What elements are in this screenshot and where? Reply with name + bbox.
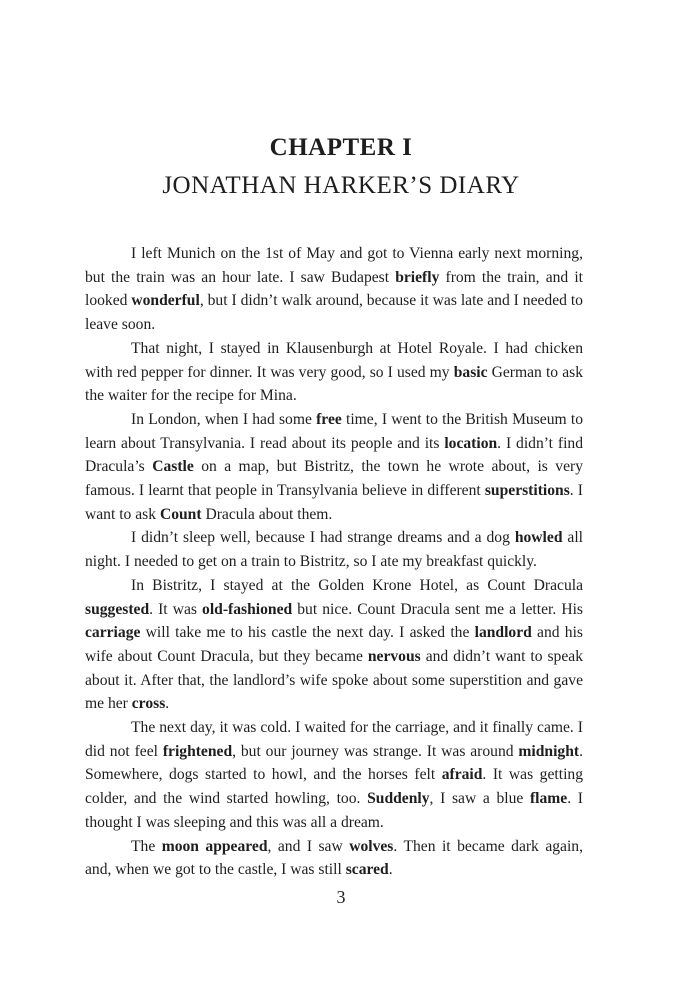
paragraph	[85, 526, 583, 573]
text-run: . It was	[149, 600, 203, 618]
text-run: .	[388, 861, 393, 879]
text-run: . It was getting colder, and the wind started howling, too.	[85, 766, 583, 808]
text-run: . I want to ask	[85, 482, 583, 523]
text-run: , but I didn’t walk around, because it was late and I needed to leave soon.	[85, 292, 583, 334]
paragraph	[85, 574, 583, 716]
text-run: German to ask the waiter for the recipe for Mina.	[85, 363, 583, 405]
text-run: In Bistritz, I stayed at the Golden Krone Hotel, as Count Dracula	[131, 576, 583, 594]
vocabulary-word: Suddenly	[367, 790, 430, 808]
text-run: I didn’t sleep well, because I had strange dreams and a dog	[131, 529, 515, 547]
chapter-title: JONATHAN HARKER’S DIARY	[162, 172, 520, 199]
vocabulary-word: suggested	[85, 600, 150, 618]
text-run: , I saw a blue	[429, 790, 530, 808]
paragraph	[85, 835, 583, 882]
vocabulary-word: free	[316, 410, 342, 428]
text-run: The next day, it was cold. I waited for the carriage, and it finally came. I did not feel	[85, 719, 583, 760]
vocabulary-word: carriage	[85, 624, 141, 642]
text-run: The	[131, 837, 162, 855]
vocabulary-word: cross	[131, 695, 166, 713]
text-run: but nice. Count Dracula sent me a letter. His	[292, 600, 583, 618]
text-run: . Somewhere, dogs started to howl, and the horses felt	[85, 742, 583, 784]
text-run: on a map, but Bistritz, the town he wrote about, is very famous. I learnt that people in Transylvania believe in different	[85, 458, 583, 500]
vocabulary-word: location	[444, 434, 498, 452]
vocabulary-word: old-fashioned	[202, 600, 293, 618]
vocabulary-word: flame	[529, 790, 568, 808]
text-run: Dracula about them.	[201, 505, 333, 523]
paragraph	[85, 716, 583, 835]
vocabulary-word: moon appeared	[161, 837, 268, 855]
paragraph	[85, 337, 583, 408]
vocabulary-word: scared	[345, 861, 389, 879]
vocabulary-word: Castle	[152, 458, 194, 476]
text-run: all night. I needed to get on a train to Bistritz, so I ate my breakfast quickly.	[85, 529, 583, 571]
vocabulary-word: wolves	[349, 837, 394, 855]
page-number: 3	[336, 887, 346, 907]
vocabulary-word: briefly	[395, 268, 440, 286]
text-run: and his wife about Count Dracula, but they became	[85, 624, 583, 665]
vocabulary-word: Count	[159, 505, 202, 523]
vocabulary-word: frightened	[162, 742, 233, 760]
paragraph	[85, 408, 583, 527]
text-run: from the train, and it looked	[85, 268, 583, 310]
text-run: . Then it became dark again, and, when we got to the castle, I was still	[85, 837, 583, 879]
vocabulary-word: basic	[453, 363, 488, 381]
text-run: I left Munich on the 1st of May and got to Vienna early next morning, but the train was an hour late. I saw Budapest	[85, 245, 583, 286]
vocabulary-word: midnight	[518, 742, 580, 760]
chapter-body	[85, 242, 583, 882]
text-run: will take me to his castle the next day. I asked the	[140, 624, 475, 642]
text-run: .	[165, 695, 170, 713]
text-run: In London, when I had some	[131, 410, 317, 428]
text-run: , and I saw	[267, 837, 350, 855]
text-run: That night, I stayed in Klausenburgh at Hotel Royale. I had chicken with red pepper for dinner. It was very good, so I used my	[85, 339, 583, 381]
vocabulary-word: landlord	[474, 624, 532, 642]
text-run: time, I went to the British Museum to learn about Transylvania. I read about its people and its	[85, 410, 583, 452]
text-run: and didn’t want to speak about it. After that, the landlord’s wife spoke about some superstition and gave me her	[85, 647, 583, 713]
chapter-number: CHAPTER I	[269, 134, 413, 161]
paragraph	[85, 242, 583, 337]
vocabulary-word: wonderful	[131, 292, 200, 310]
vocabulary-word: superstitions	[484, 482, 570, 500]
text-run: . I didn’t find Dracula’s	[85, 434, 583, 476]
vocabulary-word: nervous	[367, 647, 421, 665]
vocabulary-word: howled	[514, 529, 563, 547]
text-run: , but our journey was strange. It was around	[232, 742, 519, 760]
vocabulary-word: afraid	[441, 766, 483, 784]
text-run: . I thought I was sleeping and this was all a dream.	[85, 790, 583, 831]
